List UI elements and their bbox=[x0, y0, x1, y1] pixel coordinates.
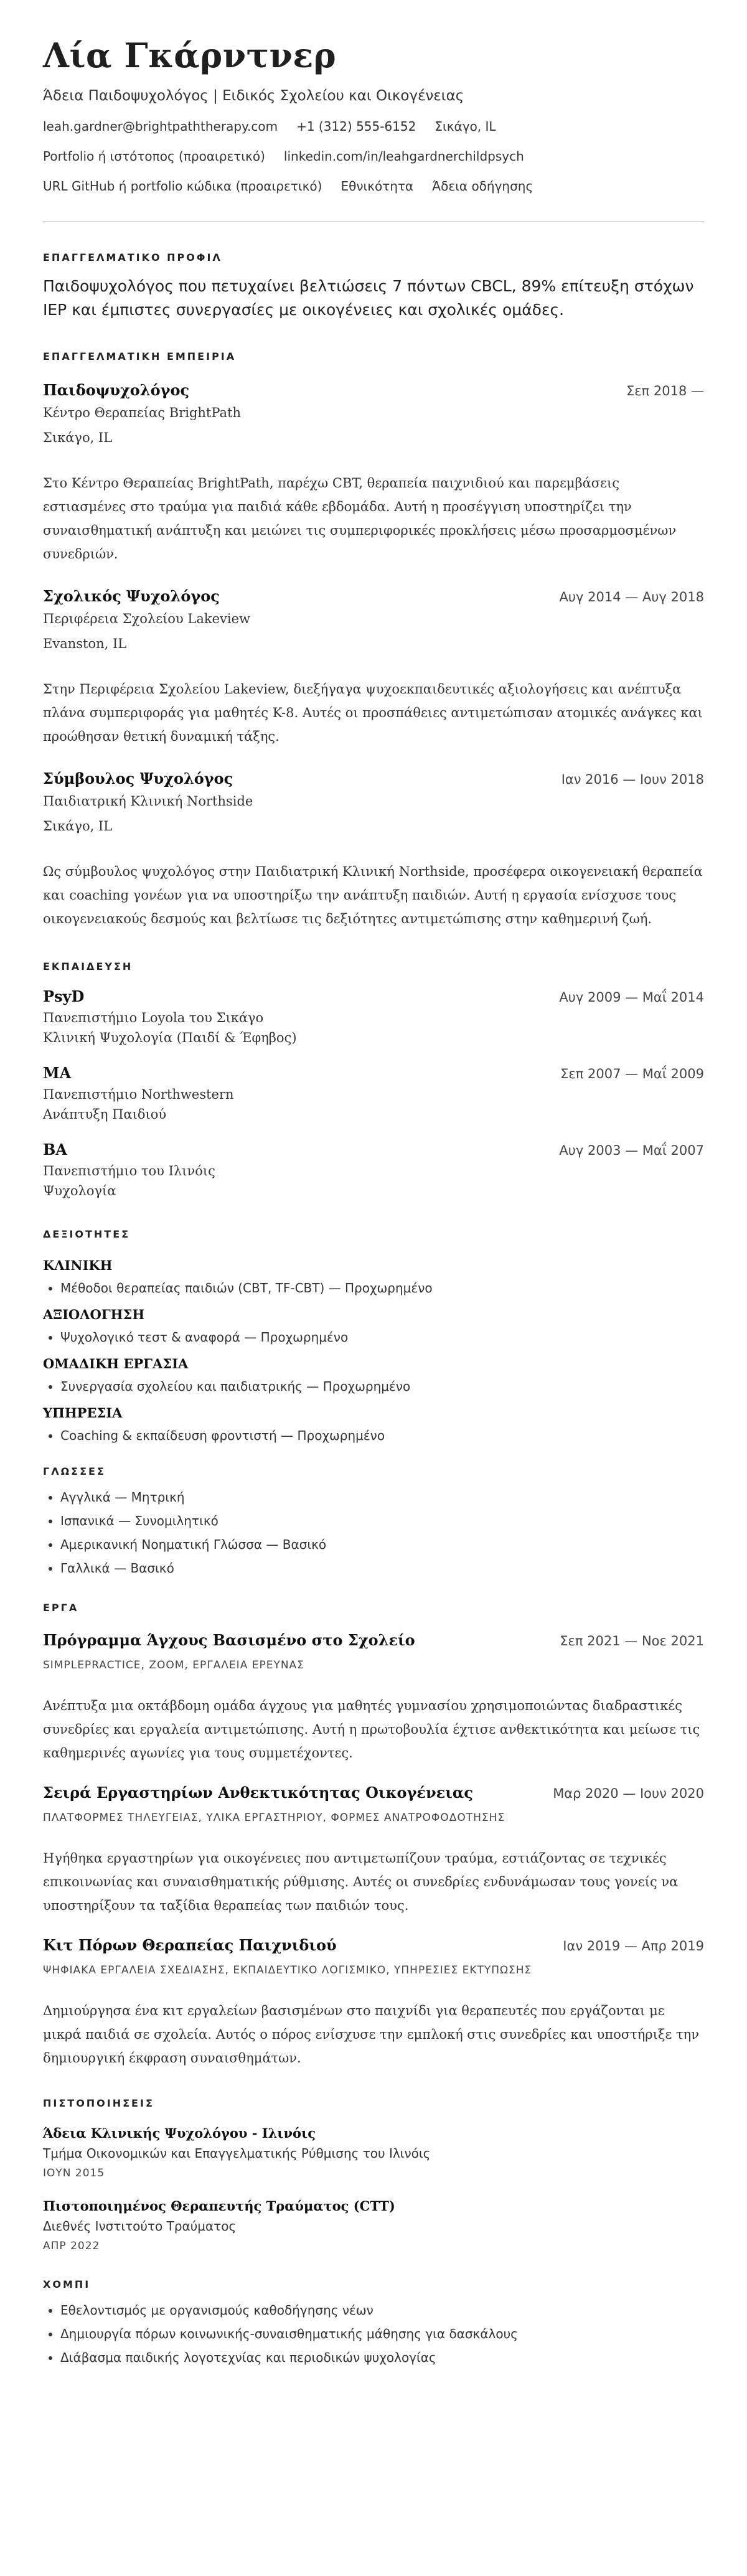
candidate-headline: Άδεια Παιδοψυχολόγος | Ειδικός Σχολείου και Οικογένειας bbox=[43, 88, 464, 105]
degree-school: Πανεπιστήμιο Northwestern bbox=[43, 1087, 234, 1102]
job-dates: Αυγ 2014 — Αυγ 2018 bbox=[559, 590, 704, 605]
contact-github[interactable]: URL GitHub ή portfolio κώδικα (προαιρετικό) bbox=[43, 179, 322, 194]
experience-entry bbox=[43, 381, 704, 566]
job-location: Evanston, IL bbox=[43, 636, 127, 652]
contact-row-1 bbox=[43, 119, 704, 134]
job-dates: Σεπ 2018 — bbox=[626, 383, 704, 399]
project-tools: ΨΗΦΙΑΚΑ ΕΡΓΑΛΕΙΑ ΣΧΕΔΙΑΣΗΣ, ΕΚΠΑΙΔΕΥΤΙΚΟ ΛΟΓΙΣΜΙΚΟ, ΥΠΗΡΕΣΙΕΣ ΕΚΤΥΠΩΣΗΣ bbox=[43, 1964, 532, 1977]
hobby-item: • Εθελοντισμός με οργανισμούς καθοδήγησης νέων bbox=[60, 2303, 704, 2318]
language-item: • Γαλλικά — Βασικό bbox=[60, 1561, 704, 1576]
contact-email[interactable]: leah.gardner@brightpaththerapy.com bbox=[43, 119, 278, 134]
hobby-item: • Διάβασμα παιδικής λογοτεχνίας και περιοδικών ψυχολογίας bbox=[60, 2350, 704, 2365]
education-entry bbox=[43, 987, 704, 1045]
project-name: Πρόγραμμα Άγχους Βασισμένο στο Σχολείο bbox=[43, 1631, 415, 1650]
degree-field: Ανάπτυξη Παιδιού bbox=[43, 1107, 167, 1122]
contact-ethnicity: Εθνικότητα bbox=[341, 179, 414, 194]
job-employer: Κέντρο Θεραπείας BrightPath bbox=[43, 405, 242, 421]
project-description: Ανέπτυξα μια οκτάβδομη ομάδα άγχους για μαθητές γυμνασίου χρησιμοποιώντας διαδραστικές συνεδρίες και εργαλεία αντιμετώπισης. Αυτή η πρωτοβουλία έχτισε ανθεκτικότητα και μείωσε τις καθημερινές αγωνίες για τους συμμετέχοντες. bbox=[43, 1698, 700, 1761]
degree-school: Πανεπιστήμιο του Ιλινόις bbox=[43, 1163, 215, 1179]
projects-heading: ΕΡΓΑ bbox=[43, 1602, 79, 1614]
degree-title: BA bbox=[43, 1140, 67, 1159]
certification-issuer: Τμήμα Οικονομικών και Επαγγελματικής Ρύθμισης του Ιλινόις bbox=[43, 2146, 431, 2161]
contact-row-3 bbox=[43, 179, 704, 194]
skill-item: • Μέθοδοι θεραπείας παιδιών (CBT, TF-CBT) — Προχωρημένο bbox=[60, 1281, 704, 1295]
experience-entry bbox=[43, 587, 704, 748]
degree-dates: Αυγ 2003 — Μαΐ 2007 bbox=[559, 1143, 704, 1159]
skills-section bbox=[43, 1228, 704, 1443]
contact-license: Άδεια οδήγησης bbox=[432, 179, 533, 194]
skill-list bbox=[43, 1428, 704, 1443]
contact-portfolio[interactable]: Portfolio ή ιστότοπος (προαιρετικό) bbox=[43, 149, 265, 164]
skill-item: • Συνεργασία σχολείου και παιδιατρικής — Προχωρημένο bbox=[60, 1379, 704, 1394]
project-entry bbox=[43, 1936, 704, 2070]
certification-date: ΙΟΥΝ 2015 bbox=[43, 2167, 105, 2180]
certification-date: ΑΠΡ 2022 bbox=[43, 2240, 100, 2253]
experience-section bbox=[43, 350, 704, 931]
certification-issuer: Διεθνές Ινστιτούτο Τραύματος bbox=[43, 2219, 237, 2234]
education-entry bbox=[43, 1064, 704, 1122]
candidate-name: Λία Γκάρντνερ bbox=[43, 35, 337, 75]
project-entry bbox=[43, 1784, 704, 1917]
project-dates: Μαρ 2020 — Ιουν 2020 bbox=[553, 1786, 704, 1802]
project-name: Σειρά Εργαστηρίων Ανθεκτικότητας Οικογένειας bbox=[43, 1784, 473, 1802]
job-employer: Περιφέρεια Σχολείου Lakeview bbox=[43, 611, 250, 627]
project-tools: ΠΛΑΤΦΟΡΜΕΣ ΤΗΛΕΥΓΕΙΑΣ, ΥΛΙΚΑ ΕΡΓΑΣΤΗΡΙΟΥ, ΦΟΡΜΕΣ ΑΝΑΤΡΟΦΟΔΟΤΗΣΗΣ bbox=[43, 1812, 505, 1825]
degree-school: Πανεπιστήμιο Loyola του Σικάγο bbox=[43, 1010, 264, 1026]
education-heading: ΕΚΠΑΙΔΕΥΣΗ bbox=[43, 961, 133, 973]
skill-category: ΑΞΙΟΛΟΓΗΣΗ bbox=[43, 1307, 145, 1323]
project-entry bbox=[43, 1631, 704, 1765]
contact-row-2 bbox=[43, 149, 704, 164]
resume-header bbox=[43, 37, 704, 222]
summary-text: Παιδοψυχολόγος που πετυχαίνει βελτιώσεις 7 πόντων CBCL, 89% επίτευξη στόχων IEP και έμπιστες συνεργασίες με οικογένειες και σχολικές ομάδες. bbox=[43, 277, 694, 319]
project-description: Ηγήθηκα εργαστηρίων για οικογένειες που αντιμετωπίζουν τραύμα, εστιάζοντας σε τεχνικές επικοινωνίας και συναισθηματικής ρύθμισης. Αυτές οι συνεδρίες ενδυνάμωσαν τους γονείς να υποστηρίξουν τα ταξίδια θεραπείας των παιδιών τους. bbox=[43, 1851, 679, 1914]
summary-heading: ΕΠΑΓΓΕΛΜΑΤΙΚΟ ΠΡΟΦΙΛ bbox=[43, 251, 222, 264]
job-location: Σικάγο, IL bbox=[43, 819, 113, 834]
contact-linkedin[interactable]: linkedin.com/in/leahgardnerchildpsych bbox=[283, 149, 524, 164]
skills-heading: ΔΕΞΙΟΤΗΤΕΣ bbox=[43, 1228, 131, 1241]
education-entry bbox=[43, 1140, 704, 1198]
projects-section bbox=[43, 1602, 704, 2070]
hobbies-section bbox=[43, 2278, 704, 2365]
job-dates: Ιαν 2016 — Ιουν 2018 bbox=[561, 772, 704, 787]
skill-category: ΚΛΙΝΙΚΗ bbox=[43, 1257, 113, 1274]
degree-dates: Αυγ 2009 — Μαΐ 2014 bbox=[559, 990, 704, 1005]
certification-entry bbox=[43, 2125, 704, 2179]
certification-name: Πιστοποιημένος Θεραπευτής Τραύματος (CTT) bbox=[43, 2198, 395, 2214]
degree-field: Κλινική Ψυχολογία (Παιδί & Έφηβος) bbox=[43, 1030, 297, 1046]
project-dates: Σεπ 2021 — Νοε 2021 bbox=[560, 1634, 704, 1649]
experience-entry bbox=[43, 769, 704, 931]
skill-item: • Ψυχολογικό τεστ & αναφορά — Προχωρημένο bbox=[60, 1330, 704, 1345]
summary-section bbox=[43, 251, 704, 322]
header-divider bbox=[43, 221, 704, 222]
job-description: Στην Περιφέρεια Σχολείου Lakeview, διεξήγαγα ψυχοεκπαιδευτικές αξιολογήσεις και ανέπτυξα πλάνα συμπεριφοράς για μαθητές K-8. Αυτές οι προσπάθειες αντιμετώπισαν ατομικές ανάγκες και προώθησαν θετική δυναμική τάξης. bbox=[43, 682, 703, 745]
language-item: • Αγγλικά — Μητρική bbox=[60, 1490, 704, 1505]
skill-list bbox=[43, 1281, 704, 1295]
languages-heading: ΓΛΩΣΣΕΣ bbox=[43, 1465, 106, 1478]
languages-section bbox=[43, 1465, 704, 1576]
degree-title: MA bbox=[43, 1064, 72, 1083]
project-description: Δημιούργησα ένα κιτ εργαλείων βασισμένων στο παιχνίδι για θεραπευτές που εργάζονται με μικρά παιδιά σε σχολεία. Αυτός ο πόρος ενίσχυσε την εμπλοκή στις συνεδρίες και υποστήριξε την δημιουργική έκφραση συναισθημάτων. bbox=[43, 2003, 699, 2066]
experience-heading: ΕΠΑΓΓΕΛΜΑΤΙΚΗ ΕΜΠΕΙΡΙΑ bbox=[43, 350, 237, 363]
language-item: • Ισπανικά — Συνομιλητικό bbox=[60, 1513, 704, 1528]
skill-category: ΥΠΗΡΕΣΙΑ bbox=[43, 1405, 123, 1421]
contact-location: Σικάγο, IL bbox=[435, 119, 496, 134]
degree-title: PsyD bbox=[43, 987, 85, 1006]
certification-entry bbox=[43, 2198, 704, 2252]
hobby-item: • Δημιουργία πόρων κοινωνικής-συναισθηματικής μάθησης για δασκάλους bbox=[60, 2326, 704, 2341]
certifications-section bbox=[43, 2097, 704, 2252]
certifications-heading: ΠΙΣΤΟΠΟΙΗΣΕΙΣ bbox=[43, 2097, 154, 2110]
degree-field: Ψυχολογία bbox=[43, 1183, 116, 1199]
skill-category: ΟΜΑΔΙΚΗ ΕΡΓΑΣΙΑ bbox=[43, 1356, 189, 1372]
project-name: Κιτ Πόρων Θεραπείας Παιχνιδιού bbox=[43, 1936, 337, 1955]
job-description: Ως σύμβουλος ψυχολόγος στην Παιδιατρική Κλινική Northside, προσέφερα οικογενειακή θεραπεία και coaching γονέων για να υποστηρίξω την ανάπτυξη παιδιών. Αυτή η εργασία ενίσχυσε τους οικογενειακούς δεσμούς και βελτίωσε τις δεξιότητες αντιμετώπισης στην καθημερινή ζωή. bbox=[43, 864, 703, 927]
skill-list bbox=[43, 1379, 704, 1394]
hobby-list bbox=[43, 2303, 704, 2365]
job-title: Σύμβουλος Ψυχολόγος bbox=[43, 769, 233, 788]
hobbies-heading: ΧΟΜΠΙ bbox=[43, 2278, 91, 2291]
language-item: • Αμερικανική Νοηματική Γλώσσα — Βασικό bbox=[60, 1537, 704, 1552]
skill-item: • Coaching & εκπαίδευση φροντιστή — Προχωρημένο bbox=[60, 1428, 704, 1443]
job-location: Σικάγο, IL bbox=[43, 430, 113, 446]
contact-phone[interactable]: +1 (312) 555-6152 bbox=[296, 119, 416, 134]
language-list bbox=[43, 1490, 704, 1576]
skill-list bbox=[43, 1330, 704, 1345]
job-employer: Παιδιατρική Κλινική Northside bbox=[43, 794, 253, 809]
degree-dates: Σεπ 2007 — Μαΐ 2009 bbox=[560, 1066, 704, 1082]
certification-name: Άδεια Κλινικής Ψυχολόγου - Ιλινόις bbox=[43, 2125, 316, 2141]
job-description: Στο Κέντρο Θεραπείας BrightPath, παρέχω CBT, θεραπεία παιχνιδιού και παρεμβάσεις εστιασμένες στο τραύμα για παιδιά κάθε εβδομάδα. Αυτή η προσέγγιση υποστηρίζει την συναισθηματική ανάπτυξη και μειώνει τις συμπεριφορικές προκλήσεις μέσω προσαρμοσμένων συνεδριών. bbox=[43, 476, 677, 562]
project-dates: Ιαν 2019 — Απρ 2019 bbox=[563, 1939, 704, 1954]
project-tools: SIMPLEPRACTICE, ZOOM, ΕΡΓΑΛΕΙΑ ΕΡΕΥΝΑΣ bbox=[43, 1659, 304, 1672]
job-title: Σχολικός Ψυχολόγος bbox=[43, 587, 220, 606]
job-title: Παιδοψυχολόγος bbox=[43, 381, 190, 400]
education-section bbox=[43, 961, 704, 1198]
